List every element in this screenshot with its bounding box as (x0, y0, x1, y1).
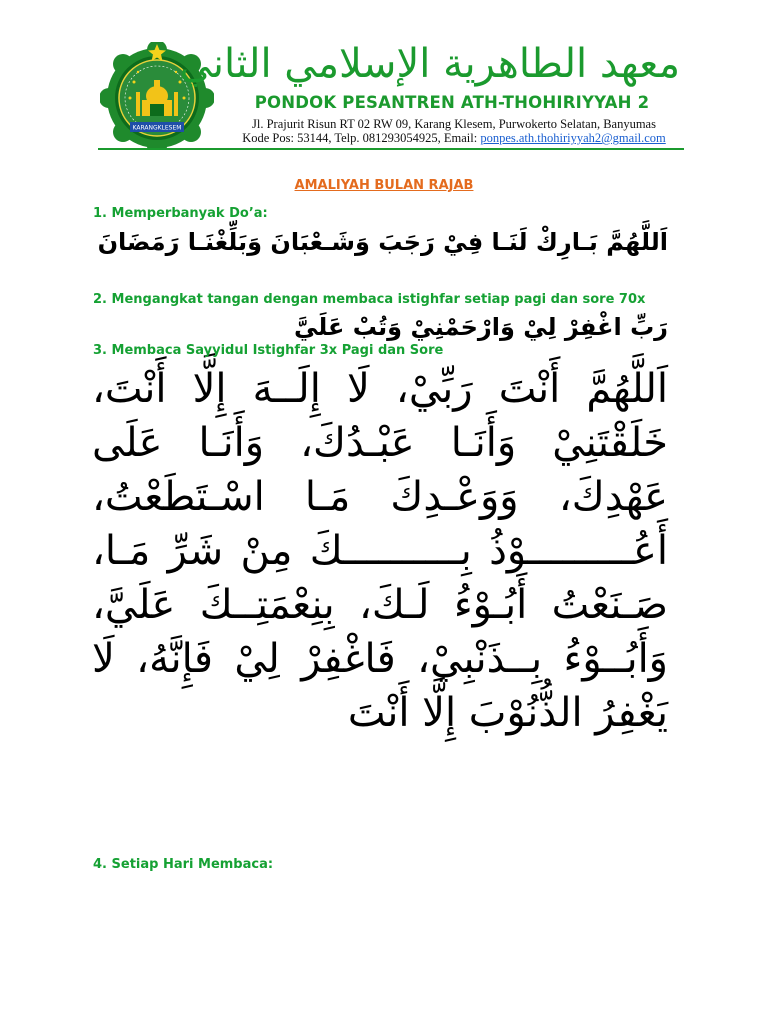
arabic-institution-title: معهد الطاهرية الإسلامي الثاني (179, 41, 680, 87)
contact-details: Kode Pos: 53144, Telp. 081293054925, Email: (242, 131, 481, 145)
item-3-arabic-sayyidul-istighfar: اَللَّهُمَّ أَنْتَ رَبِّيْ، لَا إِلَــهَ إِلَّا أَنْتَ، خَلَقْتَنِيْ وَأَنَـا عَبْـدُكَ، وَأَنَـا عَلَى عَهْدِكَ، وَوَعْـدِكَ مَـا اسْـتَطَعْتُ، أَعُـــــــــوْذُ بِــــــــــكَ مِنْ شَرِّ مَـا، صَـنَعْتُ أَبُـوْءُ لَـكَ، بِنِعْمَتِــكَ عَلَيَّ، وَأَبُــوْءُ بِــذَنْبِيْ، فَاغْفِرْ لِيْ فَإِنَّهُ، لَا يَغْفِرُ الذُّنُوْبَ إِلَّا أَنْتَ (92, 366, 668, 736)
item-3-heading: 3. Membaca Sayyidul Istighfar 3x Pagi dan Sore (93, 343, 444, 358)
email-link[interactable]: ponpes.ath.thohiriyyah2@gmail.com (480, 131, 666, 145)
item-2-arabic-istighfar: رَبِّ اغْفِرْ لِيْ وَارْحَمْنِيْ وَتُبْ عَلَيَّ (293, 313, 668, 341)
organization-name: PONDOK PESANTREN ATH-THOHIRIYYAH 2 (254, 93, 650, 112)
item-2-heading: 2. Mengangkat tangan dengan membaca istighfar setiap pagi dan sore 70x (93, 292, 646, 307)
document-title: AMALIYAH BULAN RAJAB (294, 178, 474, 193)
letterhead-divider (98, 148, 684, 150)
item-4-heading: 4. Setiap Hari Membaca: (93, 857, 274, 872)
item-1-heading: 1. Memperbanyak Do’a: (93, 206, 268, 221)
svg-text:KARANGKLESEM: KARANGKLESEM (132, 124, 182, 132)
item-1-arabic-prayer: اَللَّهُمَّ بَـارِكْ لَنَـا فِيْ رَجَبَ وَشَـعْبَانَ وَبَلِّغْنَـا رَمَضَانَ (97, 228, 668, 256)
address-line-1: Jl. Prajurit Risun RT 02 RW 09, Karang Klesem, Purwokerto Selatan, Banyumas (252, 117, 656, 131)
address-line-2 (216, 131, 692, 146)
